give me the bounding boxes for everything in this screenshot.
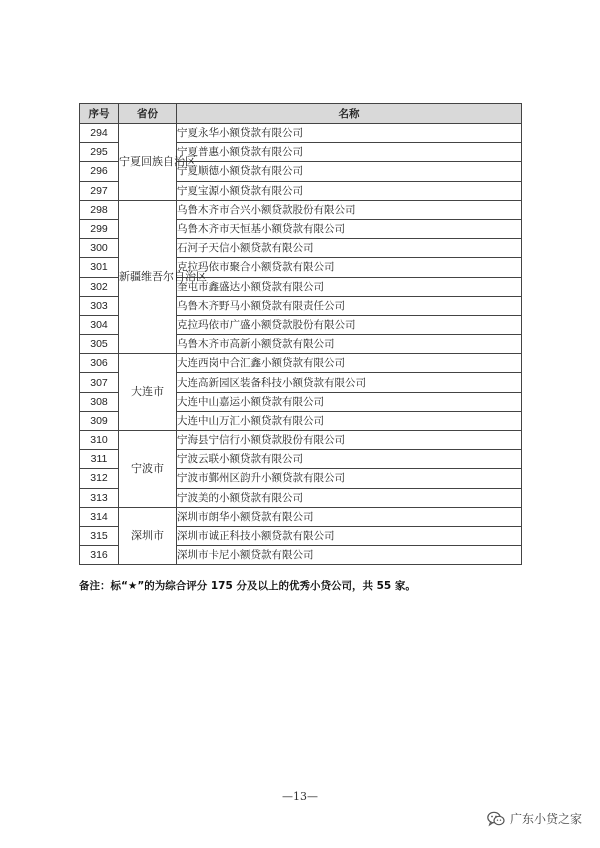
company-name: 大连高新园区装备科技小额贷款有限公司: [177, 373, 522, 392]
footnote: 备注：标“★”的为综合评分 175 分及以上的优秀小贷公司，共 55 家。: [79, 580, 416, 592]
company-name: 宁夏永华小额贷款有限公司: [177, 124, 522, 143]
company-name: 宁海县宁信行小额贷款股份有限公司: [177, 431, 522, 450]
row-number: 311: [80, 450, 119, 469]
company-name: 石河子天信小额贷款有限公司: [177, 239, 522, 258]
company-name: 大连中山万汇小额贷款有限公司: [177, 411, 522, 430]
row-number: 294: [80, 124, 119, 143]
province-cell: 宁波市: [119, 431, 177, 508]
row-number: 296: [80, 162, 119, 181]
province-cell: 宁夏回族自治区: [119, 124, 177, 201]
company-name: 深圳市卡尼小额贷款有限公司: [177, 546, 522, 565]
row-number: 306: [80, 354, 119, 373]
company-name: 宁夏顺德小额贷款有限公司: [177, 162, 522, 181]
table-row: [80, 507, 522, 526]
row-number: 299: [80, 219, 119, 238]
watermark-text: 广东小贷之家: [509, 812, 582, 826]
row-number: 297: [80, 181, 119, 200]
watermark: [487, 810, 582, 827]
company-name: 宁波市鄞州区韵升小额贷款有限公司: [177, 469, 522, 488]
company-name: 奎屯市鑫盛达小额贷款有限公司: [177, 277, 522, 296]
company-name: 乌鲁木齐市高新小额贷款有限公司: [177, 335, 522, 354]
table-body: [80, 124, 522, 565]
row-number: 298: [80, 200, 119, 219]
company-name: 乌鲁木齐市合兴小额贷款股份有限公司: [177, 200, 522, 219]
company-name: 宁夏宝源小额贷款有限公司: [177, 181, 522, 200]
company-name: 深圳市诚正科技小额贷款有限公司: [177, 526, 522, 545]
province-cell: 新疆维吾尔自治区: [119, 200, 177, 354]
page-number: —13—: [282, 790, 318, 803]
row-number: 302: [80, 277, 119, 296]
row-number: 308: [80, 392, 119, 411]
row-number: 316: [80, 546, 119, 565]
row-number: 309: [80, 411, 119, 430]
company-name: 乌鲁木齐市天恒基小额贷款有限公司: [177, 219, 522, 238]
header-province: 省份: [119, 104, 177, 124]
company-name: 深圳市朗华小额贷款有限公司: [177, 507, 522, 526]
company-name: 大连西岗中合汇鑫小额贷款有限公司: [177, 354, 522, 373]
header-no: 序号: [80, 104, 119, 124]
row-number: 301: [80, 258, 119, 277]
company-name: 克拉玛依市广盛小额贷款股份有限公司: [177, 315, 522, 334]
wechat-icon: [487, 811, 505, 827]
company-name: 宁夏普惠小额贷款有限公司: [177, 143, 522, 162]
row-number: 315: [80, 526, 119, 545]
row-number: 305: [80, 335, 119, 354]
table-row: [80, 354, 522, 373]
row-number: 307: [80, 373, 119, 392]
company-name: 乌鲁木齐野马小额贷款有限责任公司: [177, 296, 522, 315]
table-header-row: [80, 104, 522, 124]
row-number: 310: [80, 431, 119, 450]
row-number: 303: [80, 296, 119, 315]
row-number: 300: [80, 239, 119, 258]
company-name: 克拉玛依市聚合小额贷款有限公司: [177, 258, 522, 277]
table-row: [80, 200, 522, 219]
row-number: 295: [80, 143, 119, 162]
row-number: 304: [80, 315, 119, 334]
company-name: 宁波云联小额贷款有限公司: [177, 450, 522, 469]
table-row: [80, 124, 522, 143]
row-number: 314: [80, 507, 119, 526]
row-number: 313: [80, 488, 119, 507]
company-table: [79, 103, 522, 565]
row-number: 312: [80, 469, 119, 488]
company-name: 宁波美的小额贷款有限公司: [177, 488, 522, 507]
header-name: 名称: [177, 104, 522, 124]
province-cell: 深圳市: [119, 507, 177, 565]
table-row: [80, 431, 522, 450]
company-name: 大连中山嘉运小额贷款有限公司: [177, 392, 522, 411]
province-cell: 大连市: [119, 354, 177, 431]
